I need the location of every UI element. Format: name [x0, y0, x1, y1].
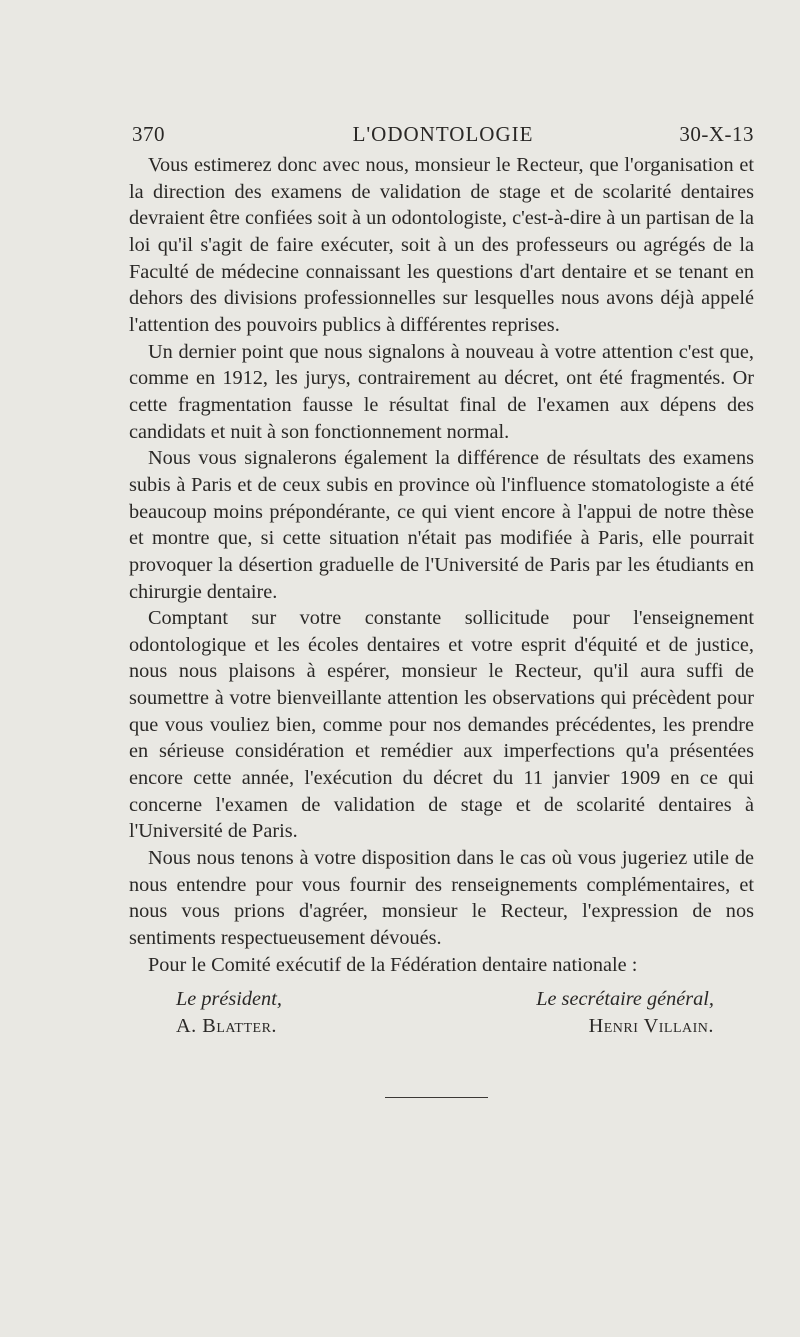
closing-line: Pour le Comité exécutif de la Fédération dentaire nationale : [148, 953, 638, 976]
president-name: A. Blatter. [176, 1015, 277, 1037]
issue-date: 30-X-13 [679, 122, 754, 146]
signature-names [129, 1015, 754, 1042]
end-rule [385, 1097, 488, 1098]
paragraph-3: Nous vous signalerons également la différence de résultats des examens subis à Paris et de ceux subis en province où l'influence stomatologiste a été beaucoup moins prépondérante, ce qui vient encore à l'appui de notre thèse et montre que, si cette situation n'était pas modifiée à Paris, elle pourrait provoquer la désertion graduelle de l'Université de Paris par les étudiants en chirurgie dentaire. [129, 447, 754, 603]
paragraph-4: Comptant sur votre constante sollicitude pour l'enseignement odontologique et les écoles dentaires et votre esprit d'équité et de justice, nous nous plaisons à espérer, monsieur le Recteur, qu'il aura suffi de soumettre à votre bienveillante attention les observations qui précèdent pour que vous vouliez bien, comme pour nos demandes précédentes, les prendre en sérieuse considération et remédier aux imperfections qu'a présentées encore cette année, l'exécution du décret du 11 janvier 1909 en ce qui concerne l'examen de validation de stage et de scolarité dentaires à l'Université de Paris. [129, 607, 754, 843]
page-number: 370 [132, 122, 165, 146]
president-title: Le président, [176, 988, 282, 1010]
secretary-title: Le secrétaire général, [536, 988, 714, 1010]
paragraph-2: Un dernier point que nous signalons à nouveau à votre attention c'est que, comme en 1912, les jurys, contrairement au décret, ont été fragmentés. Or cette fragmentation fausse le résultat final de l'examen aux dépens des candidats et nuit à son fonctionnement normal. [129, 340, 754, 443]
page-header [132, 122, 754, 152]
paragraph-1: Vous estimerez donc avec nous, monsieur le Recteur, que l'organisation et la direction des examens de validation de stage et de scolarité dentaires devraient être confiées soit à un odontologiste, c'est-à-dire à un partisan de la loi qu'il s'agit de faire exécuter, soit à un des professeurs ou agrégés de la Faculté de médecine connaissant les questions d'art dentaire et se tenant en dehors des divisions professionnelles sur lesquelles nous avons déjà appelé l'attention des pouvoirs publics à différentes reprises. [129, 154, 754, 336]
running-title: L'ODONTOLOGIE [352, 122, 534, 146]
secretary-name: Henri Villain. [588, 1015, 714, 1037]
letter-body [129, 152, 754, 978]
signature-titles [129, 988, 754, 1015]
paragraph-5: Nous nous tenons à votre disposition dans le cas où vous jugeriez utile de nous entendre pour vous fournir des renseignements complémentaires, et nous vous prions d'agréer, monsieur le Recteur, l'expression de nos sentiments respectueusement dévoués. [129, 847, 754, 950]
